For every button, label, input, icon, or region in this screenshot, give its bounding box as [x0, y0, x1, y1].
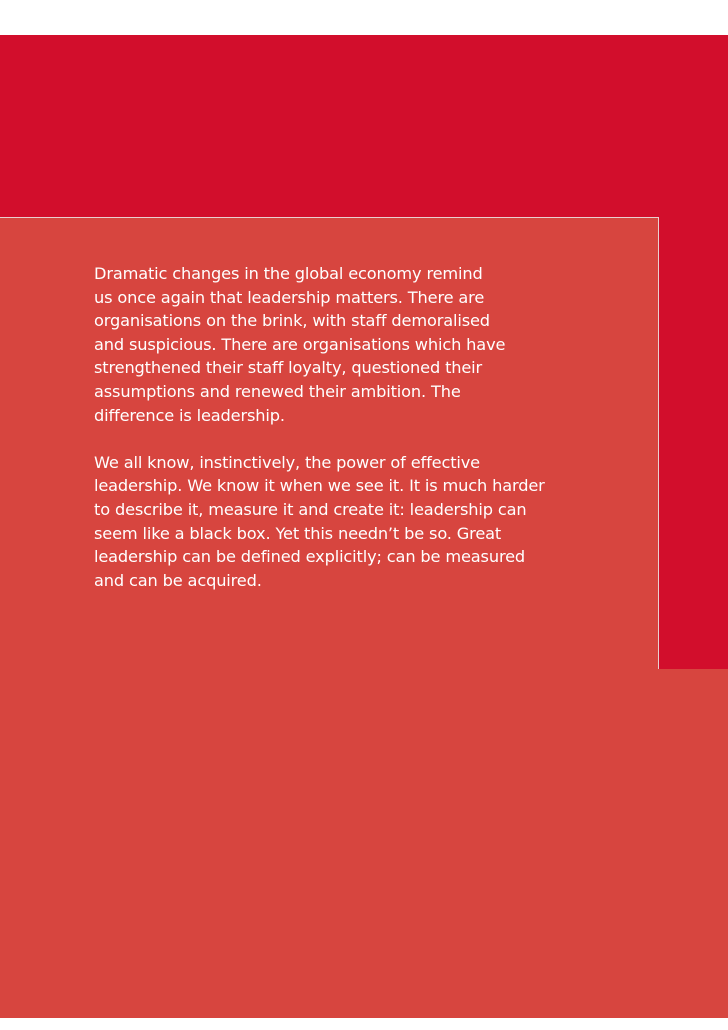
paragraph-intro: Dramatic changes in the global economy remind us once again that leadership matters. There are organisations on the brink, with staff demoralised and suspicious. There are organisations which have strengthened their staff loyalty, questioned their assumptions and renewed their ambition. The difference is leadership.: [94, 264, 506, 425]
lower-panel-fill: [0, 669, 728, 1018]
top-margin: [0, 0, 728, 35]
body-text: [94, 262, 634, 616]
paragraph-leadership: We all know, instinctively, the power of effective leadership. We know it when we see it. It is much harder to describe it, measure it and create it: leadership can seem like a black box. Yet this needn’t be so. Great leadership can be defined explicitly; can be measured and can be acquired.: [94, 452, 545, 590]
bottom-margin: [0, 1018, 728, 1030]
